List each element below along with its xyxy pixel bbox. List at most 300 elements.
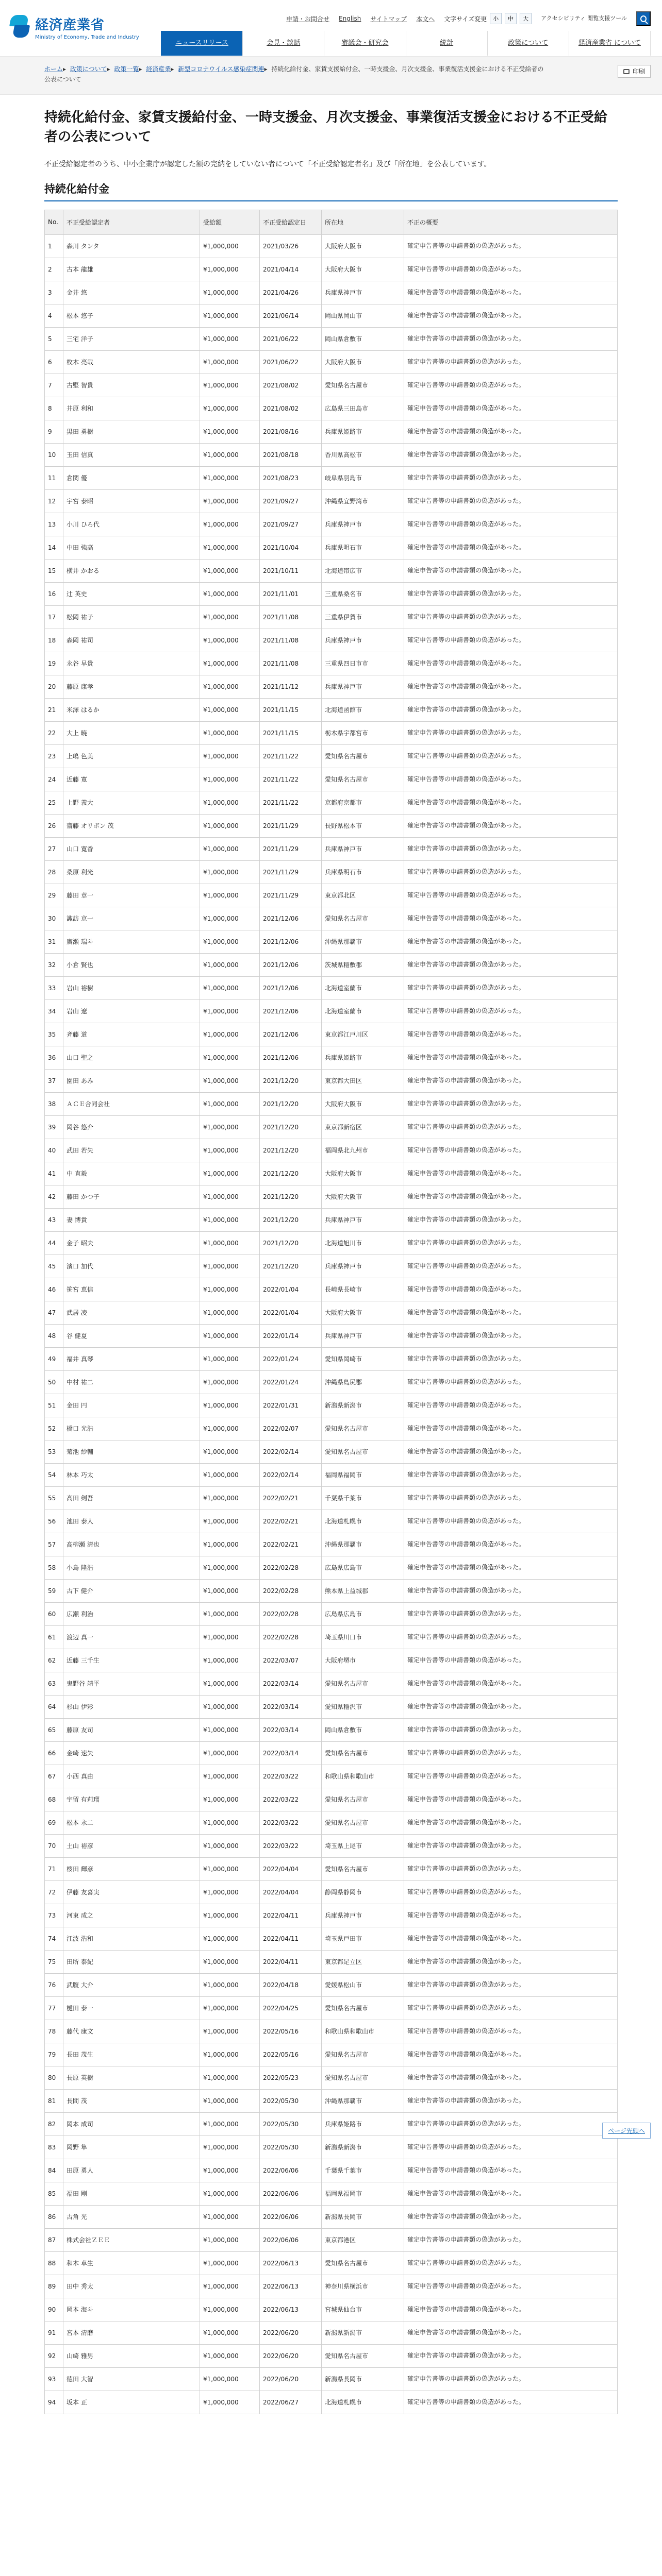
row-address: 沖縄県那覇市 xyxy=(322,2089,404,2112)
row-name: 福田 剛 xyxy=(63,2182,200,2205)
row-summary: 確定申告書等の申請書類の偽造があった。 xyxy=(404,837,618,860)
breadcrumb-economy[interactable]: 経済産業 xyxy=(146,65,171,73)
row-address: 北海道旭川市 xyxy=(322,1231,404,1255)
row-summary: 確定申告書等の申請書類の偽造があった。 xyxy=(404,1834,618,1857)
table-row xyxy=(45,1834,618,1857)
breadcrumb-covid[interactable]: 新型コロナウイルス感染症関連 xyxy=(178,65,264,73)
page-top-button[interactable]: ページ先頭へ xyxy=(602,2123,651,2139)
table-row xyxy=(45,2321,618,2344)
row-amount: ¥1,000,000 xyxy=(200,374,260,397)
row-date: 2022/06/06 xyxy=(260,2159,322,2182)
table-row xyxy=(45,1602,618,1625)
row-address: 和歌山県和歌山市 xyxy=(322,1765,404,1788)
table-row xyxy=(45,582,618,605)
table-row xyxy=(45,768,618,791)
row-summary: 確定申告書等の申請書類の偽造があった。 xyxy=(404,2020,618,2043)
row-date: 2021/12/20 xyxy=(260,1115,322,1139)
breadcrumb-separator: ▸ xyxy=(171,65,174,73)
row-date: 2022/01/04 xyxy=(260,1278,322,1301)
row-address: 東京都北区 xyxy=(322,884,404,907)
logo-text xyxy=(35,14,139,40)
row-summary: 確定申告書等の申請書類の偽造があった。 xyxy=(404,2228,618,2251)
row-amount: ¥1,000,000 xyxy=(200,930,260,953)
font-size-large-button[interactable]: 大 xyxy=(520,13,532,24)
row-no: 87 xyxy=(45,2228,63,2251)
row-no: 21 xyxy=(45,698,63,721)
row-no: 12 xyxy=(45,489,63,513)
row-amount: ¥1,000,000 xyxy=(200,281,260,304)
breadcrumb-home[interactable]: ホーム xyxy=(44,65,63,73)
ministry-logo[interactable] xyxy=(10,14,139,40)
print-button[interactable] xyxy=(618,65,651,78)
row-date: 2021/12/20 xyxy=(260,1092,322,1115)
table-row xyxy=(45,2066,618,2089)
row-summary: 確定申告書等の申請書類の偽造があった。 xyxy=(404,327,618,350)
table-row xyxy=(45,350,618,374)
row-address: 北海道帯広市 xyxy=(322,559,404,582)
row-name: 広瀬 利治 xyxy=(63,1602,200,1625)
row-date: 2022/01/04 xyxy=(260,1301,322,1324)
row-address: 愛知県名古屋市 xyxy=(322,1672,404,1695)
row-summary: 確定申告書等の申請書類の偽造があった。 xyxy=(404,930,618,953)
row-no: 51 xyxy=(45,1394,63,1417)
table-row xyxy=(45,1788,618,1811)
row-date: 2021/10/11 xyxy=(260,559,322,582)
row-amount: ¥1,000,000 xyxy=(200,2066,260,2089)
table-row xyxy=(45,1231,618,1255)
row-amount: ¥1,000,000 xyxy=(200,652,260,675)
row-amount: ¥1,000,000 xyxy=(200,2251,260,2275)
row-amount: ¥1,000,000 xyxy=(200,1649,260,1672)
table-row xyxy=(45,2391,618,2414)
row-name: 菊池 紗輔 xyxy=(63,1440,200,1463)
table-row xyxy=(45,2205,618,2228)
row-no: 73 xyxy=(45,1904,63,1927)
row-amount: ¥1,000,000 xyxy=(200,791,260,814)
row-address: 兵庫県神戸市 xyxy=(322,1904,404,1927)
row-date: 2022/03/14 xyxy=(260,1672,322,1695)
row-no: 61 xyxy=(45,1625,63,1649)
row-summary: 確定申告書等の申請書類の偽造があった。 xyxy=(404,281,618,304)
row-no: 42 xyxy=(45,1185,63,1208)
row-amount: ¥1,000,000 xyxy=(200,2159,260,2182)
row-date: 2022/02/07 xyxy=(260,1417,322,1440)
row-address: 兵庫県神戸市 xyxy=(322,675,404,698)
row-summary: 確定申告書等の申請書類の偽造があった。 xyxy=(404,652,618,675)
row-no: 89 xyxy=(45,2275,63,2298)
row-no: 83 xyxy=(45,2136,63,2159)
row-summary: 確定申告書等の申請書類の偽造があった。 xyxy=(404,675,618,698)
table-row xyxy=(45,1046,618,1069)
row-name: 永谷 早貴 xyxy=(63,652,200,675)
row-name: 横井 かおる xyxy=(63,559,200,582)
row-date: 2022/06/27 xyxy=(260,2391,322,2414)
row-date: 2022/02/28 xyxy=(260,1602,322,1625)
row-no: 38 xyxy=(45,1092,63,1115)
site-header xyxy=(0,0,662,57)
row-name: 土山 裕彦 xyxy=(63,1834,200,1857)
row-amount: ¥1,000,000 xyxy=(200,698,260,721)
row-address: 東京都大田区 xyxy=(322,1069,404,1092)
breadcrumb xyxy=(44,64,550,85)
table-row xyxy=(45,489,618,513)
row-amount: ¥1,000,000 xyxy=(200,1301,260,1324)
row-no: 63 xyxy=(45,1672,63,1695)
row-no: 78 xyxy=(45,2020,63,2043)
table-row xyxy=(45,2159,618,2182)
row-address: 北海道札幌市 xyxy=(322,1510,404,1533)
row-summary: 確定申告書等の申請書類の偽造があった。 xyxy=(404,1579,618,1602)
row-no: 5 xyxy=(45,327,63,350)
row-amount: ¥1,000,000 xyxy=(200,1278,260,1301)
breadcrumb-bar xyxy=(0,57,662,95)
row-address: 京都府京都市 xyxy=(322,791,404,814)
row-address: 岡山県岡山市 xyxy=(322,304,404,327)
row-summary: 確定申告書等の申請書類の偽造があった。 xyxy=(404,1278,618,1301)
row-name: 濱口 加代 xyxy=(63,1255,200,1278)
row-name: 妻 博貴 xyxy=(63,1208,200,1231)
row-date: 2022/05/16 xyxy=(260,2020,322,2043)
row-summary: 確定申告書等の申請書類の偽造があった。 xyxy=(404,605,618,629)
row-name: 古本 龍雄 xyxy=(63,258,200,281)
row-name: 高柳瀬 清也 xyxy=(63,1533,200,1556)
row-date: 2022/03/14 xyxy=(260,1718,322,1741)
row-summary: 確定申告書等の申請書類の偽造があった。 xyxy=(404,884,618,907)
row-name: 宇宮 泰昭 xyxy=(63,489,200,513)
row-name: 園田 あみ xyxy=(63,1069,200,1092)
row-date: 2022/03/22 xyxy=(260,1788,322,1811)
row-no: 35 xyxy=(45,1023,63,1046)
row-date: 2022/04/11 xyxy=(260,1904,322,1927)
row-summary: 確定申告書等の申請書類の偽造があった。 xyxy=(404,1324,618,1347)
row-amount: ¥1,000,000 xyxy=(200,1394,260,1417)
row-address: 広島県広島市 xyxy=(322,1556,404,1579)
row-address: 沖縄県島尻郡 xyxy=(322,1370,404,1394)
row-name: 田原 勇人 xyxy=(63,2159,200,2182)
row-name: 笹宮 恵信 xyxy=(63,1278,200,1301)
row-no: 30 xyxy=(45,907,63,930)
breadcrumb-separator: ▸ xyxy=(139,65,142,73)
row-no: 17 xyxy=(45,605,63,629)
row-summary: 確定申告書等の申請書類の偽造があった。 xyxy=(404,1996,618,2020)
row-amount: ¥1,000,000 xyxy=(200,1046,260,1069)
table-row xyxy=(45,1973,618,1996)
table-row xyxy=(45,258,618,281)
row-no: 86 xyxy=(45,2205,63,2228)
table-row xyxy=(45,1579,618,1602)
nav-item-about[interactable]: 経済産業省 について xyxy=(569,31,651,56)
row-name: 松岡 祐子 xyxy=(63,605,200,629)
row-amount: ¥1,000,000 xyxy=(200,1417,260,1440)
row-date: 2021/11/29 xyxy=(260,814,322,837)
row-no: 45 xyxy=(45,1255,63,1278)
nav-item-statistics[interactable]: 統計 xyxy=(406,31,487,56)
row-address: 東京都江戸川区 xyxy=(322,1023,404,1046)
row-date: 2021/11/29 xyxy=(260,860,322,884)
row-amount: ¥1,000,000 xyxy=(200,1533,260,1556)
row-name: 三宅 洋子 xyxy=(63,327,200,350)
row-no: 40 xyxy=(45,1139,63,1162)
row-address: 熊本県上益城郡 xyxy=(322,1579,404,1602)
row-no: 70 xyxy=(45,1834,63,1857)
row-address: 愛知県名古屋市 xyxy=(322,2043,404,2066)
row-summary: 確定申告書等の申請書類の偽造があった。 xyxy=(404,1788,618,1811)
row-no: 29 xyxy=(45,884,63,907)
row-name: ＡＣＥ合同会社 xyxy=(63,1092,200,1115)
row-address: 三重県伊賀市 xyxy=(322,605,404,629)
row-address: 長崎県長崎市 xyxy=(322,1278,404,1301)
top-utility-nav xyxy=(286,11,651,26)
row-summary: 確定申告書等の申請書類の偽造があった。 xyxy=(404,1625,618,1649)
table-row xyxy=(45,791,618,814)
row-address: 兵庫県神戸市 xyxy=(322,1208,404,1231)
row-no: 81 xyxy=(45,2089,63,2112)
row-date: 2022/06/20 xyxy=(260,2344,322,2367)
row-date: 2022/03/22 xyxy=(260,1811,322,1834)
col-address: 所在地 xyxy=(322,210,404,234)
row-summary: 確定申告書等の申請書類の偽造があった。 xyxy=(404,1185,618,1208)
table-row xyxy=(45,1927,618,1950)
table-row xyxy=(45,1324,618,1347)
row-summary: 確定申告書等の申請書類の偽造があった。 xyxy=(404,814,618,837)
row-address: 岡山県倉敷市 xyxy=(322,1718,404,1741)
breadcrumb-policy-list[interactable]: 政策一覧 xyxy=(114,65,139,73)
row-no: 19 xyxy=(45,652,63,675)
table-row xyxy=(45,443,618,466)
row-amount: ¥1,000,000 xyxy=(200,953,260,976)
search-button[interactable] xyxy=(636,11,651,26)
row-date: 2021/12/06 xyxy=(260,1023,322,1046)
table-row xyxy=(45,466,618,489)
nav-item-councils[interactable]: 審議会・研究会 xyxy=(324,31,405,56)
row-no: 32 xyxy=(45,953,63,976)
row-amount: ¥1,000,000 xyxy=(200,768,260,791)
row-no: 20 xyxy=(45,675,63,698)
page-title: 持続化給付金、家賃支援給付金、一時支援金、月次支援金、事業復活支援金における不正受給者の公表について xyxy=(44,110,608,145)
row-name: 杉山 伊彩 xyxy=(63,1695,200,1718)
font-size-controls xyxy=(444,13,532,24)
row-date: 2021/08/16 xyxy=(260,420,322,443)
row-date: 2021/12/20 xyxy=(260,1185,322,1208)
row-summary: 確定申告書等の申請書類の偽造があった。 xyxy=(404,1301,618,1324)
row-address: 新潟県長岡市 xyxy=(322,2367,404,2391)
row-address: 沖縄県宜野湾市 xyxy=(322,489,404,513)
row-address: 愛媛県松山市 xyxy=(322,1973,404,1996)
row-date: 2021/11/08 xyxy=(260,652,322,675)
row-amount: ¥1,000,000 xyxy=(200,258,260,281)
row-name: 上嶋 色美 xyxy=(63,744,200,768)
row-date: 2021/12/06 xyxy=(260,976,322,999)
row-no: 14 xyxy=(45,536,63,559)
top-link-english[interactable]: English xyxy=(339,15,361,22)
table-row xyxy=(45,2020,618,2043)
table-row xyxy=(45,1950,618,1973)
row-date: 2021/11/08 xyxy=(260,605,322,629)
row-name: 森川 タンタ xyxy=(63,234,200,258)
row-date: 2021/11/08 xyxy=(260,629,322,652)
row-date: 2021/12/06 xyxy=(260,907,322,930)
row-address: 兵庫県神戸市 xyxy=(322,1255,404,1278)
row-name: 福井 真琴 xyxy=(63,1347,200,1370)
row-no: 34 xyxy=(45,999,63,1023)
font-size-medium-button[interactable]: 中 xyxy=(505,13,517,24)
row-address: 和歌山県和歌山市 xyxy=(322,2020,404,2043)
breadcrumb-policy[interactable]: 政策について xyxy=(70,65,107,73)
row-name: 伊藤 友喜実 xyxy=(63,1880,200,1904)
row-no: 31 xyxy=(45,930,63,953)
row-name: 枚木 亮哉 xyxy=(63,350,200,374)
row-date: 2021/12/20 xyxy=(260,1069,322,1092)
row-address: 埼玉県川口市 xyxy=(322,1625,404,1649)
row-no: 79 xyxy=(45,2043,63,2066)
top-link-inquiry[interactable]: 申請・お問合せ xyxy=(286,15,330,23)
row-name: 小倉 賢也 xyxy=(63,953,200,976)
row-date: 2022/06/06 xyxy=(260,2205,322,2228)
row-address: 沖縄県那覇市 xyxy=(322,1533,404,1556)
row-no: 37 xyxy=(45,1069,63,1092)
row-address: 福岡県福岡市 xyxy=(322,1463,404,1486)
row-summary: 確定申告書等の申請書類の偽造があった。 xyxy=(404,953,618,976)
row-date: 2021/04/14 xyxy=(260,258,322,281)
main-content xyxy=(0,95,662,2414)
row-name: 河東 成之 xyxy=(63,1904,200,1927)
row-address: 東京都港区 xyxy=(322,2228,404,2251)
table-row xyxy=(45,698,618,721)
row-summary: 確定申告書等の申請書類の偽造があった。 xyxy=(404,234,618,258)
row-no: 93 xyxy=(45,2367,63,2391)
row-date: 2022/03/22 xyxy=(260,1834,322,1857)
col-no: No. xyxy=(45,210,63,234)
row-summary: 確定申告書等の申請書類の偽造があった。 xyxy=(404,1904,618,1927)
row-date: 2021/11/12 xyxy=(260,675,322,698)
row-address: 千葉県千葉市 xyxy=(322,1486,404,1510)
row-no: 76 xyxy=(45,1973,63,1996)
row-address: 愛知県稲沢市 xyxy=(322,1695,404,1718)
row-address: 愛知県名古屋市 xyxy=(322,1417,404,1440)
row-summary: 確定申告書等の申請書類の偽造があった。 xyxy=(404,1486,618,1510)
row-no: 4 xyxy=(45,304,63,327)
row-summary: 確定申告書等の申請書類の偽造があった。 xyxy=(404,582,618,605)
row-no: 58 xyxy=(45,1556,63,1579)
row-no: 36 xyxy=(45,1046,63,1069)
row-amount: ¥1,000,000 xyxy=(200,1834,260,1857)
top-link-sitemap[interactable]: サイトマップ xyxy=(370,15,407,23)
row-date: 2022/06/20 xyxy=(260,2367,322,2391)
row-date: 2022/05/16 xyxy=(260,2043,322,2066)
row-address: 宮城県仙台市 xyxy=(322,2298,404,2321)
row-summary: 確定申告書等の申請書類の偽造があった。 xyxy=(404,2321,618,2344)
table-row xyxy=(45,559,618,582)
row-date: 2022/01/24 xyxy=(260,1347,322,1370)
row-address: 三重県桑名市 xyxy=(322,582,404,605)
row-name: 岩山 遼 xyxy=(63,999,200,1023)
table-row xyxy=(45,536,618,559)
col-date: 不正受給認定日 xyxy=(260,210,322,234)
row-amount: ¥1,000,000 xyxy=(200,234,260,258)
row-address: 愛知県名古屋市 xyxy=(322,1440,404,1463)
row-amount: ¥1,000,000 xyxy=(200,1556,260,1579)
row-date: 2022/05/23 xyxy=(260,2066,322,2089)
row-summary: 確定申告書等の申請書類の偽造があった。 xyxy=(404,629,618,652)
row-date: 2021/03/26 xyxy=(260,234,322,258)
row-address: 埼玉県上尾市 xyxy=(322,1834,404,1857)
row-address: 大阪府大阪市 xyxy=(322,234,404,258)
row-summary: 確定申告書等の申請書類の偽造があった。 xyxy=(404,1880,618,1904)
table-row xyxy=(45,1115,618,1139)
row-no: 94 xyxy=(45,2391,63,2414)
nav-item-news[interactable]: ニュースリリース xyxy=(161,31,242,56)
table-row xyxy=(45,234,618,258)
table-row xyxy=(45,1394,618,1417)
accessibility-tool-link[interactable]: アクセシビリティ 閲覧支援ツール xyxy=(541,14,627,22)
row-date: 2021/12/20 xyxy=(260,1231,322,1255)
nav-item-policy[interactable]: 政策について xyxy=(487,31,569,56)
breadcrumb-separator: ▸ xyxy=(107,65,110,73)
row-address: 兵庫県神戸市 xyxy=(322,281,404,304)
row-address: 大阪府大阪市 xyxy=(322,1301,404,1324)
row-name: 田中 秀太 xyxy=(63,2275,200,2298)
row-address: 長野県松本市 xyxy=(322,814,404,837)
top-link-skip-to-content[interactable]: 本文へ xyxy=(416,15,435,23)
table-row xyxy=(45,1069,618,1092)
printer-icon xyxy=(623,69,630,74)
row-date: 2021/11/22 xyxy=(260,791,322,814)
row-name: 山口 寛香 xyxy=(63,837,200,860)
table-row xyxy=(45,1092,618,1115)
row-no: 26 xyxy=(45,814,63,837)
row-date: 2022/02/28 xyxy=(260,1556,322,1579)
nav-item-press[interactable]: 会見・談話 xyxy=(242,31,324,56)
table-row xyxy=(45,281,618,304)
row-name: 近藤 三千生 xyxy=(63,1649,200,1672)
row-date: 2022/02/28 xyxy=(260,1579,322,1602)
font-size-small-button[interactable]: 小 xyxy=(490,13,502,24)
row-summary: 確定申告書等の申請書類の偽造があった。 xyxy=(404,1857,618,1880)
row-summary: 確定申告書等の申請書類の偽造があった。 xyxy=(404,1602,618,1625)
table-row xyxy=(45,1625,618,1649)
row-name: 宮本 清磨 xyxy=(63,2321,200,2344)
row-date: 2022/04/04 xyxy=(260,1880,322,1904)
row-amount: ¥1,000,000 xyxy=(200,397,260,420)
row-summary: 確定申告書等の申請書類の偽造があった。 xyxy=(404,1649,618,1672)
row-date: 2022/03/22 xyxy=(260,1765,322,1788)
row-amount: ¥1,000,000 xyxy=(200,1255,260,1278)
row-date: 2022/06/20 xyxy=(260,2321,322,2344)
row-name: 池田 泰人 xyxy=(63,1510,200,1533)
table-row xyxy=(45,2298,618,2321)
row-no: 88 xyxy=(45,2251,63,2275)
row-date: 2022/05/30 xyxy=(260,2136,322,2159)
row-no: 82 xyxy=(45,2112,63,2136)
row-address: 福岡県福岡市 xyxy=(322,2182,404,2205)
row-name: 藤田 章一 xyxy=(63,884,200,907)
row-no: 15 xyxy=(45,559,63,582)
table-row xyxy=(45,304,618,327)
row-amount: ¥1,000,000 xyxy=(200,1440,260,1463)
row-amount: ¥1,000,000 xyxy=(200,536,260,559)
table-row xyxy=(45,930,618,953)
row-address: 広島県三田島市 xyxy=(322,397,404,420)
row-amount: ¥1,000,000 xyxy=(200,2182,260,2205)
row-name: 武田 若矢 xyxy=(63,1139,200,1162)
row-summary: 確定申告書等の申請書類の偽造があった。 xyxy=(404,999,618,1023)
row-name: 鬼野谷 靖平 xyxy=(63,1672,200,1695)
row-address: 愛知県名古屋市 xyxy=(322,2066,404,2089)
row-summary: 確定申告書等の申請書類の偽造があった。 xyxy=(404,1533,618,1556)
row-name: 斉藤 道 xyxy=(63,1023,200,1046)
row-summary: 確定申告書等の申請書類の偽造があった。 xyxy=(404,2136,618,2159)
row-address: 兵庫県姫路市 xyxy=(322,420,404,443)
